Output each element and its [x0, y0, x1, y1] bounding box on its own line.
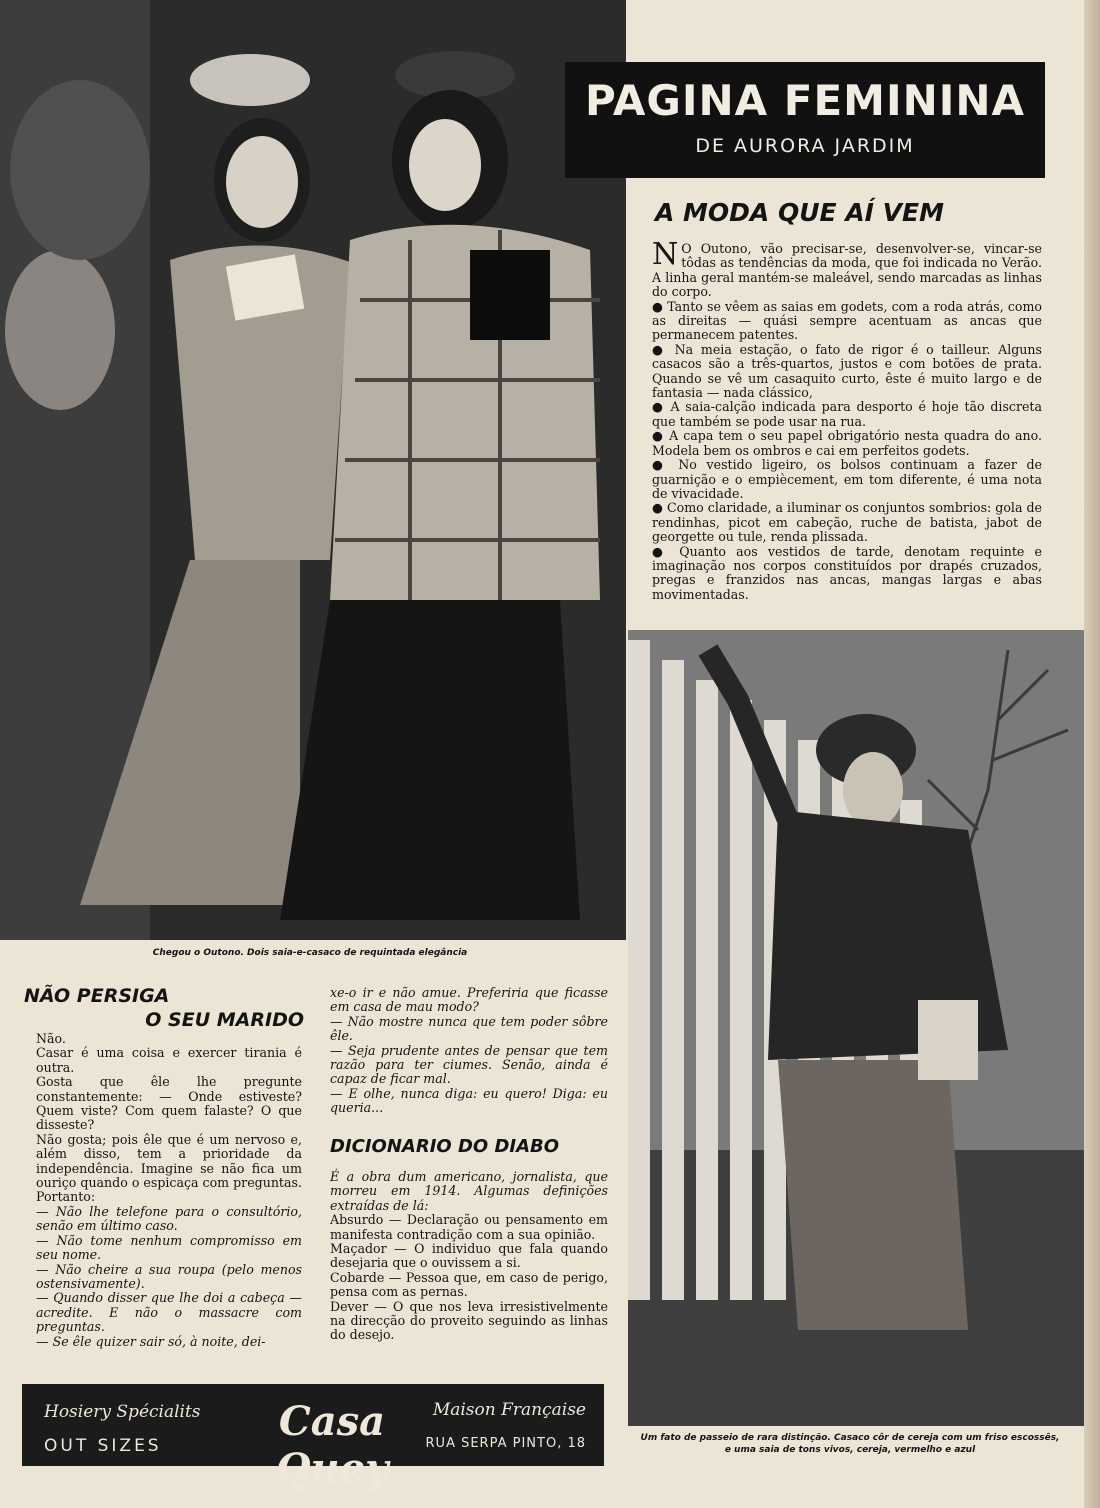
definition: Dever — O que nos leva irresistivelmente na direcção do proveito seguindo as linhas do desejo.: [330, 1298, 608, 1343]
paragraph: É a obra dum americano, jornalista, que morreu em 1914. Algumas definições extraídas de lá:: [330, 1169, 608, 1213]
definition: Maçador — O individuo que fala quando desejaria que o ouvissem a si.: [330, 1241, 608, 1271]
ad-maison: Maison Française: [432, 1400, 586, 1420]
article-title-nao-persiga: [24, 984, 304, 1032]
photo-illustration: [0, 0, 626, 940]
title-line-2: O SEU MARIDO: [145, 1009, 304, 1031]
paragraph: Portanto:: [36, 1189, 96, 1205]
page-binding-edge: [1084, 0, 1100, 1508]
paragraph: — E olhe, nunca diga: eu quero! Diga: eu queria...: [330, 1085, 608, 1116]
moda-paragraph: ● No vestido ligeiro, os bolsos continuam a fazer de guarnição e o empiècement, em tom diferente, é uma nota de vivacidade.: [652, 457, 1042, 501]
photo-caption-right: Um fato de passeio de rara distinção. Casaco côr de cereja com um friso escossês, e uma saia de tons vivos, cereja, vermelho e azul: [640, 1433, 1060, 1455]
ad-address: RUA SERPA PINTO, 18: [425, 1436, 586, 1451]
paragraph: xe-o ir e não amue. Preferiria que ficasse em casa de mau modo?: [330, 985, 608, 1015]
article-body-nao-persiga-col1: [36, 1032, 302, 1349]
section-title: PAGINA FEMININA: [584, 76, 1026, 125]
paragraph: — Não tome nenhum compromisso em seu nome.: [36, 1232, 302, 1263]
ad-out-sizes: OUT SIZES: [44, 1436, 162, 1456]
article-title-moda: A MODA QUE AÍ VEM: [655, 198, 944, 227]
paragraph: Não gosta; pois êle que é um nervoso e, além disso, tem a prioridade da independência. Imagine se não fica um ouriço quando o espicaça com preguntas.: [36, 1131, 302, 1191]
paragraph: Casar é uma coisa e exercer tirania é outra.: [36, 1045, 302, 1075]
definition: Absurdo — Declaração ou pensamento em manifesta contradição com a sua opinião.: [330, 1212, 608, 1242]
ad-tagline: Hosiery Spécialits: [44, 1402, 201, 1422]
paragraph: — Não lhe telefone para o consultório, senão em último caso.: [36, 1203, 302, 1234]
moda-paragraph: O Outono, vão precisar-se, desenvolver-se, vincar-se tôdas as tendências da moda, que foi indicada no Verão. A linha geral mantém-se maleável, sendo marcadas as linhas do corpo.: [652, 241, 1042, 300]
paragraph: Gosta que êle lhe pregunte constantemente: — Onde estiveste? Quem viste? Com quem falaste? O que disseste?: [36, 1074, 302, 1133]
moda-paragraph: ● Como claridade, a iluminar os conjuntos sombrios: gola de rendinhas, picot em cabeção, ruche de batista, jabot de georgette ou tule, renda plissada.: [652, 500, 1042, 545]
moda-paragraph: ● A saia-calção indicada para desporto é hoje tão discreta que também se pode usar na rua.: [652, 399, 1042, 429]
definition: Cobarde — Pessoa que, em caso de perigo, pensa com as pernas.: [330, 1269, 608, 1300]
paragraph: Não.: [36, 1031, 66, 1046]
moda-paragraph: ● Na meia estação, o fato de rigor é o tailleur. Alguns casacos são a três-quartos, justos e com botões de prata. Quando se vê um casaquito curto, êste é muito largo e de fantasia — nada clássico,: [652, 341, 1042, 401]
fashion-photo-woman-at-fence: [628, 630, 1090, 1426]
section-title-box: [565, 62, 1045, 178]
ad-brand-name: Casa Quey: [275, 1398, 389, 1492]
moda-paragraph: ● Tanto se vêem as saias em godets, com a roda atrás, como as direitas — quási sempre acentuam as ancas que permanecem patentes.: [652, 298, 1042, 343]
moda-paragraph: ● A capa tem o seu papel obrigatório nesta quadra do ano. Modela bem os ombros e cai em perfeitos godets.: [652, 428, 1042, 458]
paragraph: — Não cheire a sua roupa (pelo menos ostensivamente).: [36, 1261, 302, 1291]
paragraph: — Não mostre nunca que tem poder sôbre êle.: [330, 1013, 608, 1044]
article-body-dicionario: [330, 1170, 608, 1343]
fashion-photo-two-women: [0, 0, 626, 940]
article-title-dicionario: DICIONARIO DO DIABO: [330, 1136, 560, 1157]
photo-caption-main: Chegou o Outono. Dois saia-e-casaco de requintada elegância: [152, 948, 468, 958]
advertisement-casa-quey: [22, 1384, 604, 1492]
paragraph: — Quando disser que lhe doi a cabeça — acredite. E não o massacre com preguntas.: [36, 1290, 302, 1335]
article-body-nao-persiga-col2: [330, 986, 608, 1116]
title-line-1: NÃO PERSIGA: [24, 985, 170, 1007]
article-body-moda: [652, 237, 1042, 602]
paragraph: — Seja prudente antes de pensar que tem razão para ter ciumes. Senão, ainda é capaz de ficar mal.: [330, 1042, 608, 1087]
paragraph: — Se êle quizer sair só, à noite, dei-: [36, 1333, 266, 1349]
photo-illustration: [628, 630, 1090, 1426]
moda-paragraph: ● Quanto aos vestidos de tarde, denotam requinte e imaginação nos corpos constituídos por drapés cruzados, pregas e franzidos nas ancas, mangas largas e abas movimentadas.: [652, 543, 1042, 602]
author-byline: DE AURORA JARDIM: [695, 135, 915, 157]
drop-cap: N: [652, 237, 679, 272]
